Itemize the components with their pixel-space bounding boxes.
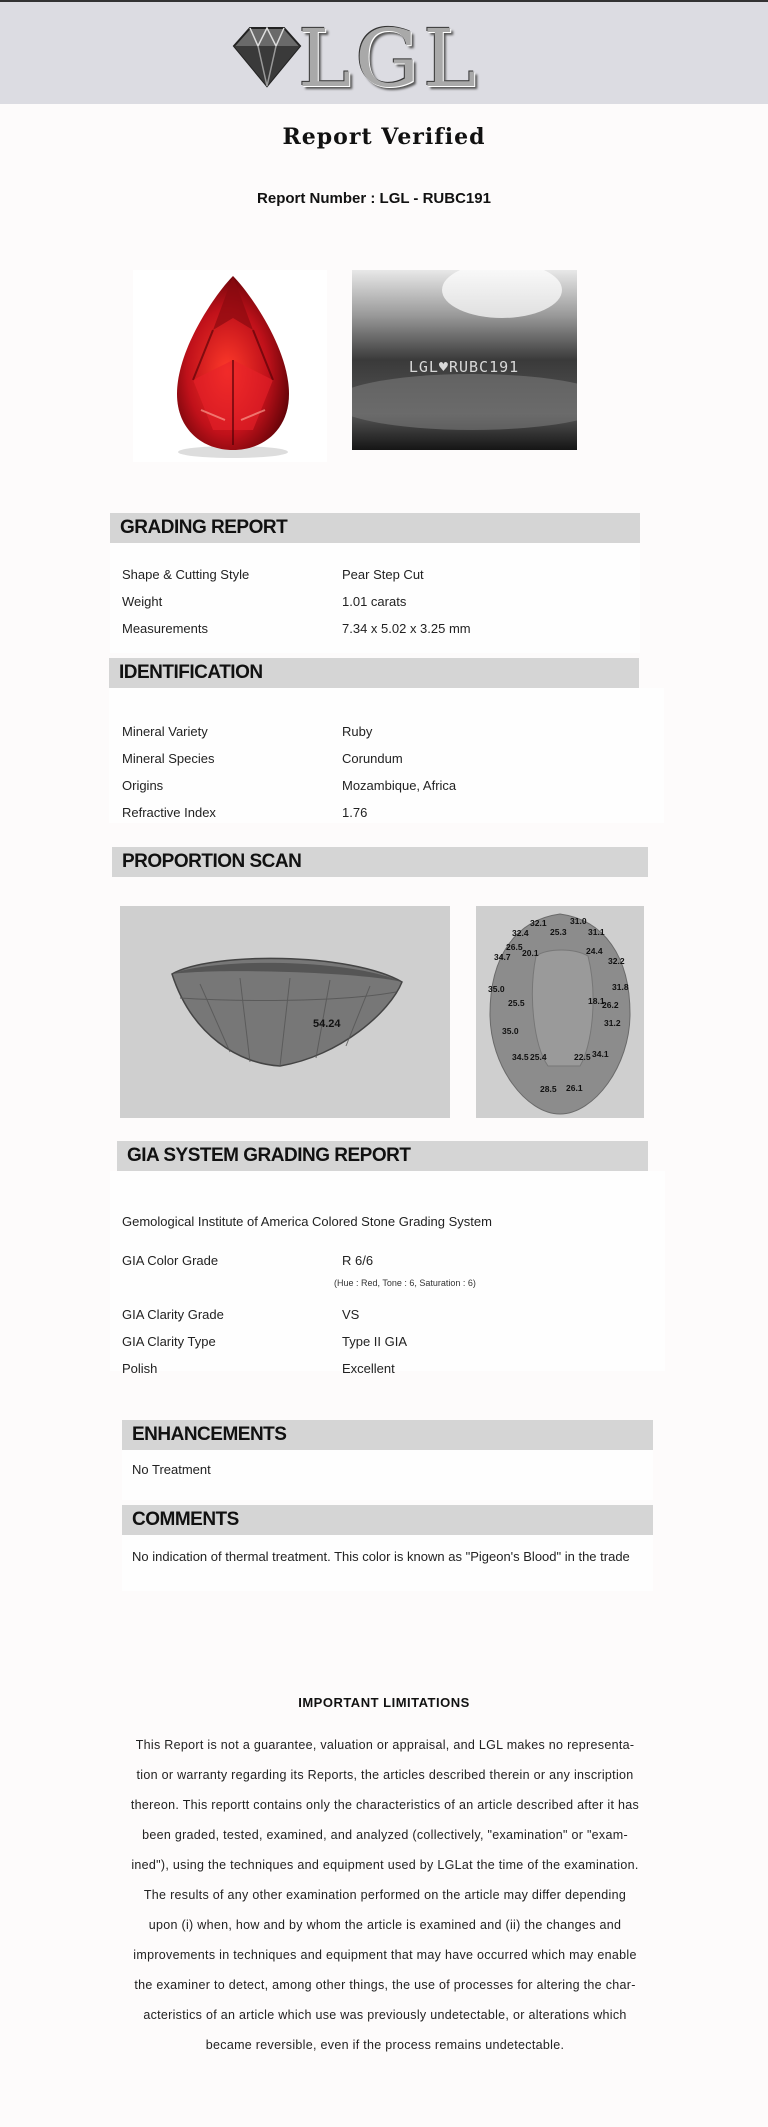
limitations-line: acteristics of an article which use was previously undetectable, or alterations which (143, 2008, 627, 2022)
page-title: Report Verified (282, 124, 486, 150)
report-number: Report Number : LGL - RUBC191 (257, 190, 491, 207)
grading-report-panel (110, 543, 640, 653)
inscription-photo (352, 270, 577, 450)
grading-label: Weight (122, 594, 163, 609)
scan-value: 32.4 (512, 928, 529, 938)
gia-color-note: (Hue : Red, Tone : 6, Saturation : 6) (334, 1278, 476, 1288)
identification-label: Refractive Index (122, 805, 216, 820)
limitations-line: the examiner to detect, among other things, the use of processes for altering the char- (134, 1978, 636, 1992)
enhancements-panel (122, 1450, 653, 1500)
comments-panel (122, 1535, 653, 1591)
scan-value: 28.5 (540, 1084, 557, 1094)
identification-label: Mineral Variety (122, 724, 208, 739)
inscription-text: LGL♥RUBC191 (408, 358, 520, 376)
scan-value: 31.8 (612, 982, 629, 992)
side-scan-value: 54.24 (313, 1018, 341, 1030)
logo-text: LGL (298, 12, 481, 105)
scan-value: 32.2 (608, 956, 625, 966)
gia-color-label: GIA Color Grade (122, 1253, 219, 1268)
limitations-heading: IMPORTANT LIMITATIONS (298, 1695, 470, 1710)
scan-value: 25.3 (550, 927, 567, 937)
proportion-side-view (120, 906, 450, 1118)
limitations-line: became reversible, even if the process remains undetectable. (205, 2038, 565, 2052)
scan-value: 22.5 (574, 1052, 591, 1062)
limitations-line: thereon. This reportt contains only the characteristics of an article described after it has (130, 1798, 640, 1812)
gia-label: GIA Clarity Type (122, 1334, 216, 1349)
scan-value: 34.7 (494, 952, 511, 962)
identification-label: Mineral Species (122, 751, 215, 766)
enhancements-text: No Treatment (132, 1462, 211, 1477)
scan-value: 31.2 (604, 1018, 621, 1028)
comments-heading: COMMENTS (122, 1505, 653, 1535)
scan-value: 31.1 (588, 927, 605, 937)
identification-value: Mozambique, Africa (342, 778, 457, 793)
limitations-line: tion or warranty regarding its Reports, the articles described therein or any inscription (136, 1768, 634, 1782)
grading-value: 1.01 carats (342, 594, 407, 609)
limitations-line: ined"), using the techniques and equipment used by LGLat the time of the examination. (131, 1858, 639, 1872)
grading-value: Pear Step Cut (342, 567, 424, 582)
identification-panel (109, 688, 664, 823)
ruby-photo (133, 270, 327, 462)
header-banner (0, 2, 768, 104)
identification-value: 1.76 (342, 805, 368, 820)
identification-heading: IDENTIFICATION (109, 658, 639, 688)
gia-value: VS (342, 1307, 360, 1322)
scan-value: 26.1 (566, 1083, 583, 1093)
identification-value: Corundum (342, 751, 403, 766)
identification-value: Ruby (342, 724, 373, 739)
grading-value: 7.34 x 5.02 x 3.25 mm (342, 621, 471, 636)
grading-label: Shape & Cutting Style (122, 567, 250, 582)
scan-value: 20.1 (522, 948, 539, 958)
scan-value: 18.1 (588, 996, 605, 1006)
scan-value: 35.0 (502, 1026, 519, 1036)
lgl-logo[interactable] (232, 12, 492, 105)
gia-label: Polish (122, 1361, 158, 1376)
gia-label: GIA Clarity Grade (122, 1307, 224, 1322)
gia-system-text: Gemological Institute of America Colored Stone Grading System (122, 1214, 492, 1229)
diamond-icon (232, 24, 302, 90)
limitations-line: upon (i) when, how and by whom the article is examined and (ii) the changes and (148, 1918, 622, 1932)
scan-value: 25.5 (508, 998, 525, 1008)
scan-value: 26.5 (506, 942, 523, 952)
limitations-line: been graded, tested, examined, and analyzed (collectively, "examination" or "exam- (142, 1828, 628, 1842)
proportion-top-view (476, 906, 644, 1118)
comments-text: No indication of thermal treatment. This color is known as "Pigeon's Blood" in the trade (132, 1549, 630, 1564)
limitations-line: This Report is not a guarantee, valuation or appraisal, and LGL makes no representa- (135, 1738, 635, 1752)
scan-value: 24.4 (586, 946, 603, 956)
gia-panel (110, 1171, 665, 1376)
gia-color-value: R 6/6 (342, 1253, 374, 1268)
gia-value: Type II GIA (342, 1334, 408, 1349)
gia-value: Excellent (342, 1361, 395, 1376)
limitations-line: improvements in techniques and equipment that may have occurred which may enable (133, 1948, 637, 1962)
scan-value: 34.1 (592, 1049, 609, 1059)
scan-value: 31.0 (570, 916, 587, 926)
scan-value: 35.0 (488, 984, 505, 994)
scan-value: 34.5 (512, 1052, 529, 1062)
identification-label: Origins (122, 778, 164, 793)
scan-value: 32.1 (530, 918, 547, 928)
limitations-line: The results of any other examination performed on the article may differ depending (143, 1888, 627, 1902)
grading-report-heading: GRADING REPORT (110, 513, 640, 543)
limitations-body (120, 1730, 650, 2060)
enhancements-heading: ENHANCEMENTS (122, 1420, 653, 1450)
scan-value: 25.4 (530, 1052, 547, 1062)
gia-heading: GIA SYSTEM GRADING REPORT (117, 1141, 648, 1171)
proportion-scan-heading: PROPORTION SCAN (112, 847, 648, 877)
scan-value: 26.2 (602, 1000, 619, 1010)
grading-label: Measurements (122, 621, 208, 636)
